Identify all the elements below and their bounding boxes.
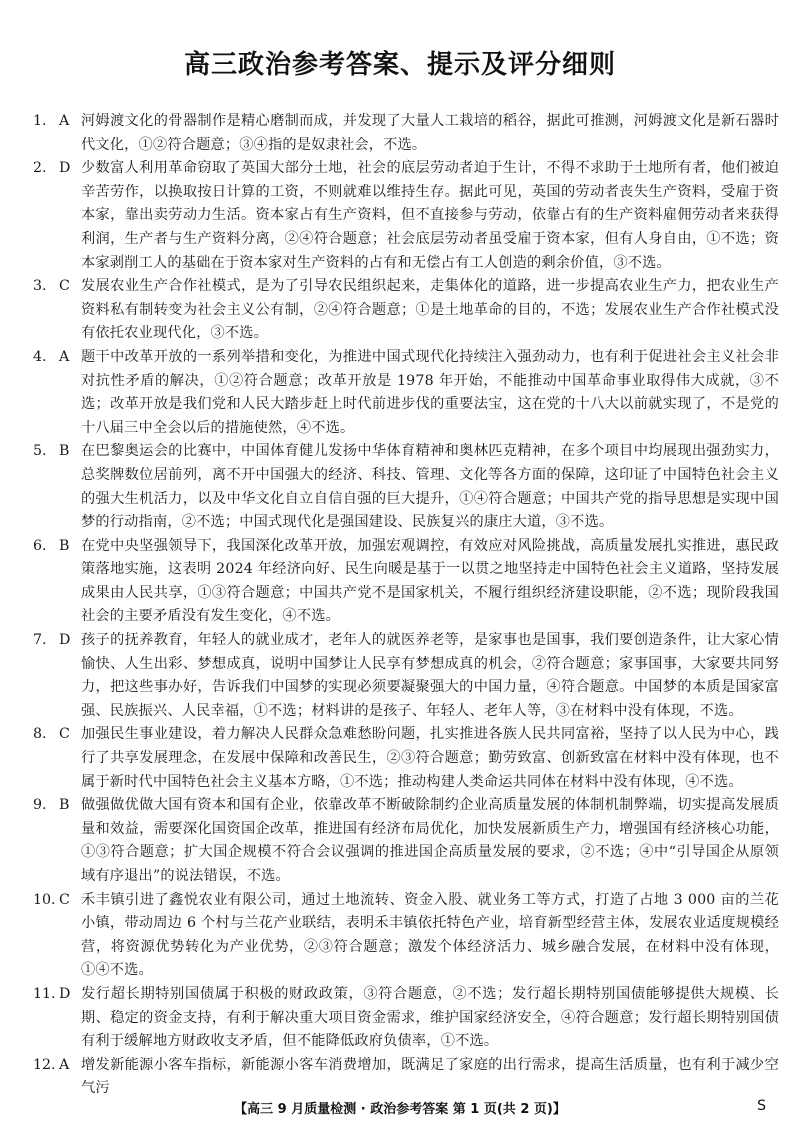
answer-item [33, 629, 779, 723]
page-title: 高三政治参考答案、提示及评分细则 [183, 50, 616, 80]
answer-number: 4. [33, 348, 47, 365]
answer-number: 11. [33, 985, 56, 1002]
answer-number: 7. [33, 632, 47, 649]
answer-choice: B [59, 443, 70, 460]
answer-number: 6. [33, 537, 47, 554]
answer-number: 9. [33, 797, 47, 814]
answer-choice: B [59, 797, 70, 814]
answer-list [33, 110, 779, 1101]
answer-number: 10. [33, 891, 56, 908]
answer-explanation: 禾丰镇引进了鑫悦农业有限公司，通过土地流转、资金入股、就业务工等方式，打造了占地 3 000 亩的兰花小镇，带动周边 6 个村与兰花产业联结，表明禾丰镇依托特色产业，培育新型经营主体，发展农业适度规模经营，将资源优势转化为产业优势，②③符合题意；激发个体经济活力、城乡融合发展，在材料中没有体现，①④不选。 [81, 891, 779, 979]
answer-choice: D [59, 160, 71, 177]
answer-explanation: 孩子的抚养教育，年轻人的就业成才，老年人的就医养老等，是家事也是国事，我们要创造条件，让大家心情愉快、人生出彩、梦想成真，说明中国梦让人民享有梦想成真的机会，②符合题意；家事国事，大家要共同努力，把这些事办好，告诉我们中国梦的实现必须要凝聚强大的中国力量，④符合题意。中国梦的本质是国家富强、民族振兴、人民幸福，①不选；材料讲的是孩子、年轻人、老年人等，③在材料中没有体现，不选。 [81, 632, 779, 719]
answer-explanation: 做强做优做大国有资本和国有企业，依靠改革不断破除制约企业高质量发展的体制机制弊端，切实提高发展质量和效益，需要深化国资国企改革，推进国有经济布局优化，加快发展新质生产力，增强国有经济核心功能，①③符合题意；扩大国企规模不符合会议强调的推进国企高质量发展的要求，②不选；④中“引导国企从原领域有序退出”的说法错误，不选。 [81, 797, 779, 884]
answer-explanation: 在巴黎奥运会的比赛中，中国体育健儿发扬中华体育精神和奥林匹克精神，在多个项目中均展现出强劲实力，总奖牌数位居前列，离不开中国强大的经济、科技、管理、文化等各方面的保障，这印证了中国特色社会主义的强大生机活力，以及中华文化自立自信自强的巨大提升，①④符合题意；中国共产党的指导思想是实现中国梦的行动指南，②不选；中国式现代化是强国建设、民族复兴的康庄大道，③不选。 [81, 443, 779, 531]
answer-choice: D [59, 985, 71, 1002]
answer-choice: A [59, 113, 70, 129]
answer-explanation: 题干中改革开放的一系列举措和变化，为推进中国式现代化持续注入强劲动力，也有利于促进社会主义社会非对抗性矛盾的解决，①②符合题意；改革开放是 1978 年开始，不能推动中国革命事业取得伟大成就，③不选；改革开放是我们党和人民大踏步赶上时代前进步伐的重要法宝，这在党的十八大以前就实现了，不是党的十八届三中全会以后的措施使然，④不选。 [81, 348, 779, 436]
answer-item [33, 110, 779, 157]
answer-number: 12. [33, 1056, 56, 1073]
answer-item [33, 723, 779, 794]
answer-explanation: 少数富人利用革命窃取了英国大部分土地，社会的底层劳动者迫于生计，不得不求助于土地所有者，他们被迫辛苦劳作，以换取按日计算的工资，不则就难以维持生存。据此可见，英国的劳动者丧失生产资料，受雇于资本家，靠出卖劳动力生活。资本家占有生产资料，但不直接参与劳动，依靠占有的生产资料雇佣劳动者来获得利润，生产者与生产资料分离，②④符合题意；社会底层劳动者虽受雇于资本家，但有人身自由，①不选；资本家剥削工人的基础在于资本家对生产资料的占有和无偿占有工人创造的剩余价值，③不选。 [81, 160, 779, 271]
answer-choice: C [59, 278, 70, 295]
answer-explanation: 增发新能源小客车指标，新能源小客车消费增加，既满足了家庭的出行需求，提高生活质量，也有利于减少空气污 [81, 1056, 779, 1097]
answer-item [33, 1054, 779, 1101]
answer-choice: D [59, 632, 71, 649]
footer-mark: S [757, 1098, 766, 1114]
answer-choice: A [59, 348, 70, 365]
answer-item [33, 275, 779, 346]
answer-number: 3. [33, 278, 47, 295]
answer-item [33, 983, 779, 1054]
answer-choice: C [59, 726, 70, 743]
answer-number: 8. [33, 726, 47, 743]
answer-explanation: 加强民生事业建设，着力解决人民群众急难愁盼问题，扎实推进各族人民共同富裕，坚持了以人民为中心，践行了共享发展理念，在发展中保障和改善民生，②③符合题意；勤劳致富、创新致富在材料中没有体现，也不属于新时代中国特色社会主义基本方略，①不选；推动构建人类命运共同体在材料中没有体现，④不选。 [81, 726, 779, 790]
answer-explanation: 河姆渡文化的骨器制作是精心磨制而成，并发现了大量人工栽培的稻谷，据此可推测，河姆渡文化是新石器时代文化，①②符合题意；③④指的是奴隶社会，不选。 [81, 113, 779, 153]
answer-explanation: 发展农业生产合作社模式，是为了引导农民组织起来，走集体化的道路，进一步提高农业生产力，把农业生产资料私有制转变为社会主义公有制，②④符合题意；①是土地革命的目的，不选；发展农业生产合作社模式没有依托农业现代化，③不选。 [81, 278, 779, 342]
answer-explanation: 在党中央坚强领导下，我国深化改革开放，加强宏观调控，有效应对风险挑战，高质量发展扎实推进，惠民政策落地实施，这表明 2024 年经济向好、民生向暖是基于一以贯之地坚持走中国特色社会主义道路，坚持发展成果由人民共享，①③符合题意；中国共产党不是国家机关，不履行组织经济建设职能，②不选；现阶段我国社会的主要矛盾没有发生变化，④不选。 [81, 537, 779, 625]
answer-choice: B [59, 537, 70, 554]
answer-item [33, 889, 779, 983]
answer-item [33, 157, 779, 275]
answer-number: 5. [33, 443, 47, 460]
answer-item [33, 794, 779, 888]
answer-number: 1. [33, 113, 47, 129]
page-footer: 【高三 9 月质量检测 · 政治参考答案 第 1 页(共 2 页)】 [234, 1102, 566, 1117]
answer-number: 2. [33, 160, 47, 177]
answer-explanation: 发行超长期特别国债属于积极的财政政策，③符合题意，②不选；发行超长期特别国债能够提供大规模、长期、稳定的资金支持，有利于解决重大项目资金需求，维护国家经济安全，④符合题意；发行超长期特别国债有利于缓解地方财政收支矛盾，但不能降低政府负债率，①不选。 [81, 985, 779, 1050]
answer-item [33, 346, 779, 440]
answer-choice: A [59, 1056, 70, 1073]
answer-item [33, 535, 779, 629]
answer-item [33, 440, 779, 534]
answer-choice: C [59, 891, 70, 908]
